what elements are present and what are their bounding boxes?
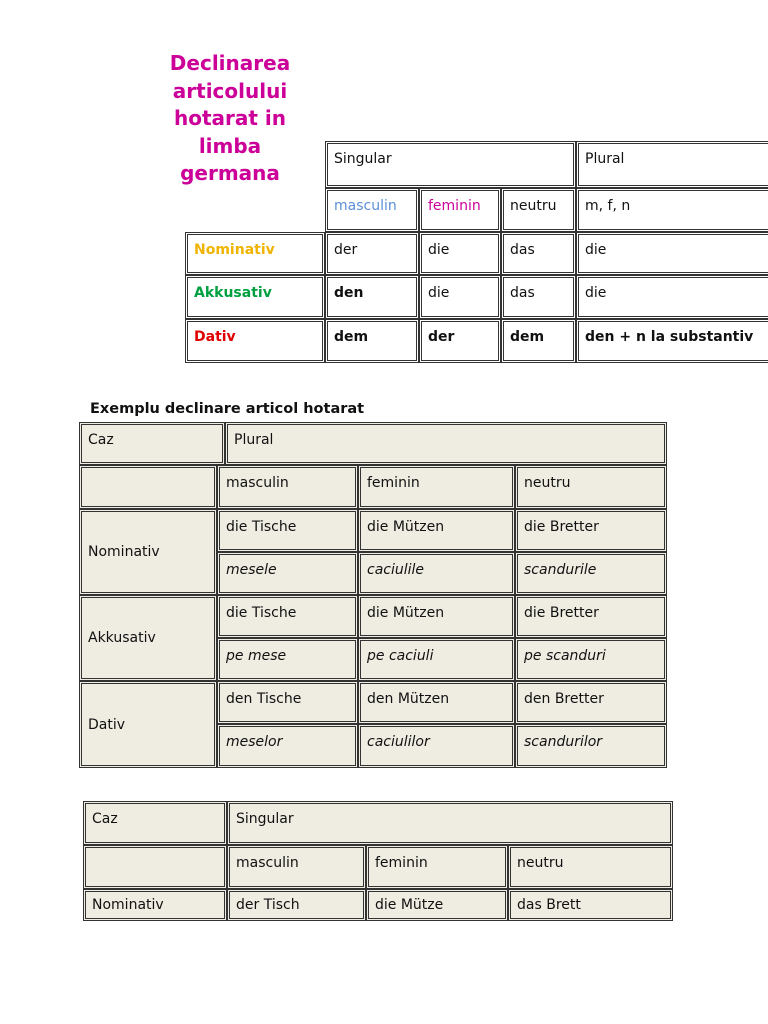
cell-ro: scandurile [515,552,667,595]
cell-dat-m: dem [325,319,419,363]
empty-cell [83,845,227,889]
header-masculin: masculin [217,465,358,509]
cell-nom-f: die [419,232,501,275]
header-neutru: neutru [515,465,667,509]
case-label: Akkusativ [88,630,156,646]
header-singular: Singular [227,801,673,845]
case-nominativ: Nominativ [185,232,325,275]
header-neutru: neutru [501,188,576,232]
cell-de: die Mützen [358,509,515,552]
cell-n: das Brett [508,889,673,921]
case-akkusativ: Akkusativ [185,275,325,319]
cell-f: die Mütze [366,889,508,921]
page-title: Declinarea articolului hotarat in limba germana [169,51,291,185]
cell-ro: mesele [217,552,358,595]
case-dativ [79,681,217,768]
cell-akk-f: die [419,275,501,319]
cell-m: der Tisch [227,889,366,921]
cell-akk-n: das [501,275,576,319]
case-akkusativ [79,595,217,681]
header-plural: Plural [576,141,768,188]
example-caption: Exemplu declinare articol hotarat [90,401,365,417]
header-neutru: neutru [508,845,673,889]
cell-de: den Tische [217,681,358,724]
header-masculin: masculin [325,188,419,232]
case-nominativ [79,509,217,595]
case-dativ: Dativ [185,319,325,363]
cell-de: die Tische [217,595,358,638]
cell-ro: pe mese [217,638,358,681]
cell-de: die Bretter [515,509,667,552]
cell-ro: meselor [217,724,358,768]
header-caz: Caz [83,801,227,845]
cell-de: die Bretter [515,595,667,638]
header-caz: Caz [79,422,225,465]
cell-ro: caciulile [358,552,515,595]
cell-dat-n: dem [501,319,576,363]
empty-cell [79,465,217,509]
cell-ro: pe scanduri [515,638,667,681]
cell-akk-m: den [325,275,419,319]
case-label: Nominativ [88,544,160,560]
cell-nom-n: das [501,232,576,275]
cell-dat-pl: den + n la substantiv [576,319,768,363]
header-plural: Plural [225,422,667,465]
case-nominativ: Nominativ [83,889,227,921]
cell-de: den Bretter [515,681,667,724]
header-masculin: masculin [227,845,366,889]
cell-ro: caciulilor [358,724,515,768]
header-singular: Singular [325,141,576,188]
header-all-genders: m, f, n [576,188,768,232]
cell-ro: scandurilor [515,724,667,768]
cell-de: die Tische [217,509,358,552]
cell-de: den Mützen [358,681,515,724]
header-feminin: feminin [419,188,501,232]
cell-dat-f: der [419,319,501,363]
cell-akk-pl: die [576,275,768,319]
header-feminin: feminin [358,465,515,509]
cell-de: die Mützen [358,595,515,638]
header-feminin: feminin [366,845,508,889]
cell-nom-m: der [325,232,419,275]
cell-ro: pe caciuli [358,638,515,681]
case-label: Dativ [88,716,126,733]
cell-nom-pl: die [576,232,768,275]
